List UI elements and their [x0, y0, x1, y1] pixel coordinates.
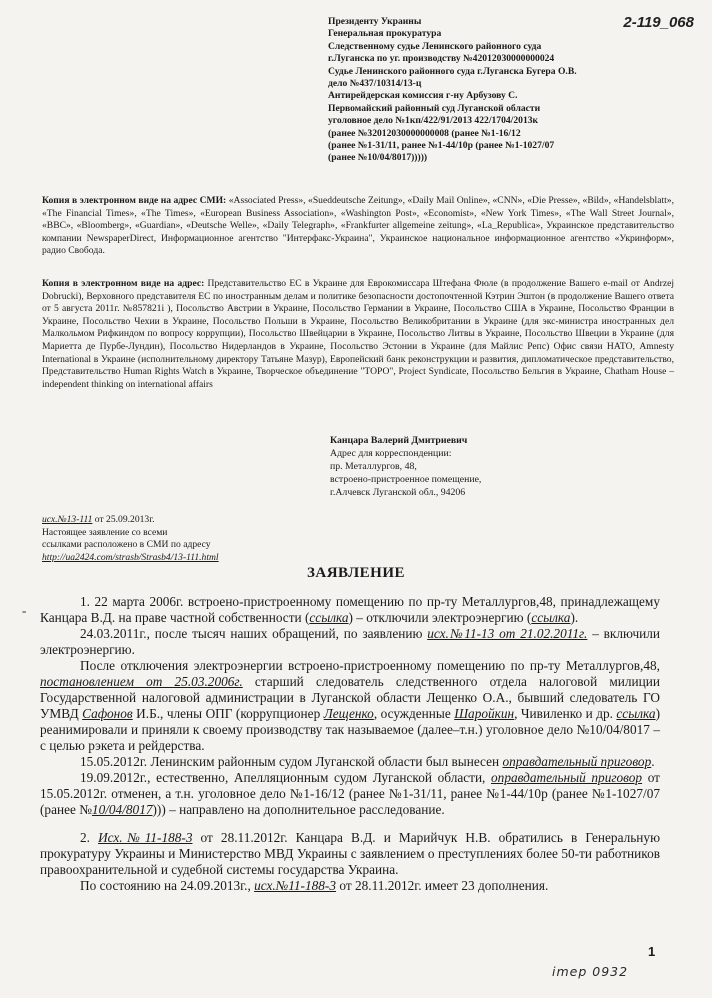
person-link[interactable]: Сафонов [82, 706, 133, 721]
paragraph: После отключения электроэнергии встроено-пристроенному помещению по пр-ту Металлургов,48, постановлением от 25.03.2006г. старший следователь следственного отдела налоговой милиции Государственной налоговой администрации в Луганской области Лещенко О.А., бывший следователь ГО УМВД Сафонов И.Б., члены ОПГ (коррупционер Лещенко, осужденные Шаройкин, Чивиленко и др. ссылка) реанимировали и приняли к своему производству так называемое (далее–т.н.) уголовное дело №10/04/8017 – с целью рэкета и рейдерства. [40, 658, 660, 753]
addressee-line: Следственному судье Ленинского районного суда [328, 40, 542, 52]
copies-media-block [42, 195, 674, 258]
addressee-line: уголовное дело №1кп/422/91/2013 422/1704/2013к [328, 115, 539, 127]
copies-official-block [42, 278, 674, 391]
addressee-block [328, 16, 668, 165]
sender-line: пр. Металлургов, 48, [330, 461, 417, 472]
sender-block [330, 434, 630, 499]
source-link[interactable]: ссылка [309, 610, 349, 625]
case-link[interactable]: 10/04/8017 [91, 802, 153, 817]
addressee-line: Судье Ленинского районного суда г.Луганска Бугера О.В. [328, 65, 577, 77]
document-body [40, 594, 660, 894]
sender-line: Адрес для корреспонденции: [330, 448, 452, 459]
copies-media-text: «Associated Press», «Sueddeutsche Zeitung», «Daily Mail Online», «CNN», «Die Presse», «Bild», «Handelsblatt», «The Financial Times», «The Times», «European Business Association», «Washington Post», «Economist», «New York Times», «The Wall Street Journal», «BBC», «Bloomberg», «Guardian», «Deutsche Welle», «Daily Telegraph», «Frankfurter allgemeine zeitung», «La_Republica», Украинское представительство компании NewspaperDirect, Информационное агентство "Интерфакс-Украина", Украинское национальное информационное агентство «Укринформ», радио Свобода. [42, 195, 674, 257]
person-link[interactable]: Шаройкин [454, 706, 515, 721]
paragraph: 24.03.2011г., после тысяч наших обращений, по заявлению исх.№11-13 от 21.02.2011г. – включили электроэнергию. [40, 626, 661, 657]
addressee-line: (ранее №1-31/11, ранее №1-44/10р (ранее №1-1027/07 [328, 140, 555, 152]
paragraph: 15.05.2012г. Ленинским районным судом Луганской области был вынесен оправдательный приговор. [80, 754, 655, 769]
outgoing-ref-date: от 25.09.2013г. [92, 514, 155, 525]
copies-official-lead: Копия в электронном виде на адрес: [42, 278, 205, 289]
outgoing-url-link[interactable]: http://ua2424.com/strasb/Strasb4/13-111.html [42, 551, 219, 563]
paragraph: По состоянию на 24.09.2013г., исх.№11-188-3 от 28.11.2012г. имеет 23 дополнения. [80, 878, 549, 893]
paragraph: 2. Исх.№11-188-3 от 28.11.2012г. Канцара В.Д. и Марийчук Н.В. обратились в Генеральную прокуратуру Украины и Министерство МВД Украины с заявлением о преступлениях более 50-ти работников правоохранительной и судебной системы государства Украина. [40, 830, 660, 877]
page-number: 1 [648, 944, 656, 959]
addressee-line: г.Луганска по уг. производству №42012030000000024 [328, 53, 555, 65]
person-link[interactable]: Лещенко [323, 706, 374, 721]
addressee-line: Антирейдерская комиссия г-ну Арбузову С. [328, 90, 518, 102]
sender-line: г.Алчевск Луганской обл., 94206 [330, 487, 466, 498]
sender-line: встроено-пристроенное помещение, [330, 474, 482, 485]
source-link[interactable]: ссылка [531, 610, 571, 625]
ref-link[interactable]: исх.№11-188-3 [254, 878, 337, 893]
ref-link[interactable]: исх.№11-13 от 21.02.2011г. [427, 626, 588, 641]
addressee-line: Генеральная прокуратура [328, 28, 442, 40]
handwritten-note: imep 0932 [552, 964, 629, 979]
outgoing-note: ссылками расположено в СМИ по адресу [42, 539, 211, 551]
addressee-line: (ранее №10/04/8017))))) [328, 152, 428, 164]
sender-name: Канцара Валерий Дмитриевич [330, 435, 468, 446]
ref-link[interactable]: постановлением от 25.03.2006г. [40, 674, 243, 689]
outgoing-ref-block [42, 514, 282, 564]
outgoing-note: Настоящее заявление со всеми [42, 526, 168, 538]
margin-mark: - [22, 603, 27, 618]
copies-media-lead: Копия в электронном виде на адрес СМИ: [42, 195, 227, 206]
document-title: ЗАЯВЛЕНИЕ [306, 565, 406, 581]
addressee-line: дело №437/10314/13-ц [328, 78, 422, 90]
addressee-line: Президенту Украины [328, 16, 422, 27]
ref-link[interactable]: Исх.№11-188-3 [98, 830, 193, 845]
outgoing-ref-number[interactable]: исх.№13-111 [42, 514, 93, 525]
paragraph: 19.09.2012г., естественно, Апелляционным судом Луганской области, оправдательный приговор от 15.05.2012г. отменен, а т.н. уголовное дело №1-16/12 (ранее №1-31/11, ранее №1-44/10р (ранее №1-1027/07 (ранее №10/04/8017))) – направлено на дополнительное расследование. [40, 770, 660, 817]
verdict-link[interactable]: оправдательный приговор [502, 754, 652, 769]
document-stamp: 2-119_068 [623, 14, 694, 31]
addressee-line: (ранее №32012030000000008 (ранее №1-16/12 [328, 127, 521, 139]
verdict-link[interactable]: оправдательный приговор [491, 770, 643, 785]
copies-official-text: Представительство ЕС в Украине для Еврокомиссара Штефана Фюле (в продолжение Вашего e-mail от Andrzej Dobrucki), Верховного представителя ЕС по иностранным делам и политике безопасности достопочтенной Кэтрин Эштон (в продолжение Вашего ответа от 5 августа 2011г. №857821i ), Посольство Австрии в Украине, Посольство Германии в Украине, Посольство США в Украине, Посольство Франции в Украине, Посольство Чехии в Украине, Посольство Польши в Украине, Посольство Великобритании в Украине (для экс-министра иностранных дел Малкольмом Рифкиндом по вопросу коррупции), Посольство Швейцарии в Украине, Посольство Литвы в Украине, Посольство Швеции в Украине (для Мариетта де Пурбе-Лундин), Посольство Нидерландов в Украине, Посольство Эстонии в Украине (для Майлис Репс) Офис связи НАТО, Amnesty International в Украине (исполнительному директору Татьяне Мазур), Европейский банк реконструкции и развития, дипломатическое представительство, Представительство Human Rights Watch в Украине, Творческое объединение "ТОРО", Project Syndicate, Посольство Бельгия в Украине, Chatham House – independent thinking on international affairs [42, 278, 674, 390]
source-link[interactable]: ссылка [616, 706, 656, 721]
addressee-line: Первомайский районный суд Луганской области [328, 102, 541, 114]
paragraph: 1. 22 марта 2006г. встроено-пристроенному помещению по пр-ту Металлургов,48, принадлежащему Канцара В.Д. на праве частной собственности (ссылка) – отключили электроэнергию (ссылка). [40, 594, 660, 625]
